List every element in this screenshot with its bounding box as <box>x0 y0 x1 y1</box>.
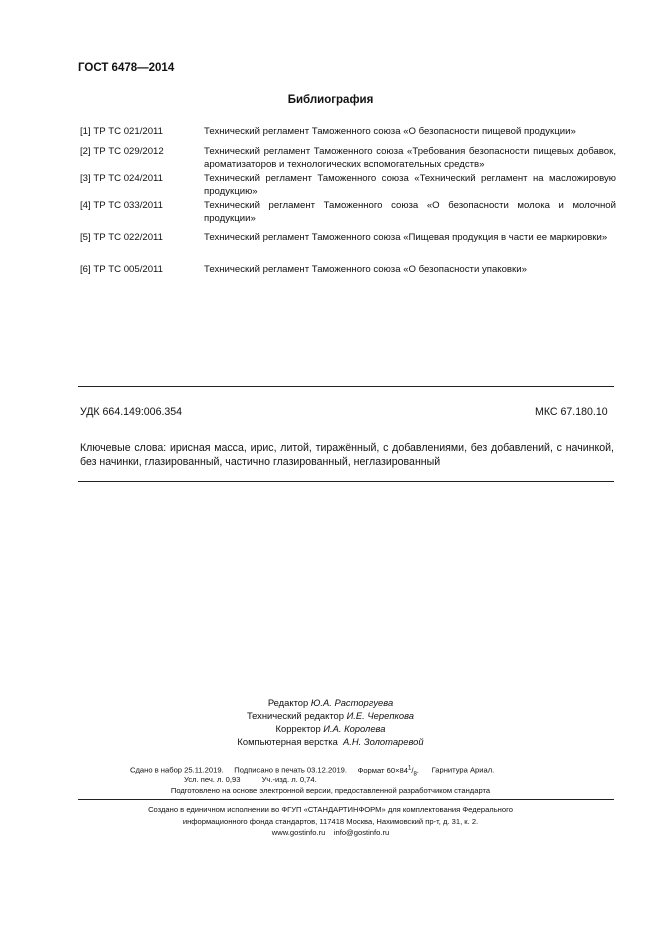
bibliography-text: Технический регламент Таможенного союза «Пищевая продукция в части ее маркировки» <box>204 232 608 243</box>
bibliography-text: Технический регламент Таможенного союза «О безопасности молока и молочной продукции» <box>204 200 616 224</box>
section-title: Библиография <box>287 94 374 106</box>
credit-role: Редактор <box>267 697 309 708</box>
bibliography-ref: [5] ТР ТС 022/2011 <box>80 232 164 243</box>
imprint-print-sheets: Усл. печ. л. 0,93 <box>184 775 241 784</box>
imprint-note: Подготовлено на основе электронной версии, предоставленной разработчиком стандарта <box>170 786 491 795</box>
credit-name: И.Е. Черепкова <box>346 710 415 721</box>
imprint-submitted: Сдано в набор 25.11.2019. <box>130 765 224 775</box>
imprint-format-den: 8 <box>413 771 417 778</box>
bibliography-text: Технический регламент Таможенного союза «О безопасности упаковки» <box>204 264 527 275</box>
bibliography-ref: [1] ТР ТС 021/2011 <box>80 126 164 137</box>
keywords: Ключевые слова: ирисная масса, ирис, литой, тиражённый, с добавлениями, без добавлений, с начинкой, без начинки, глазированный, частично глазированный, неглазированный <box>80 442 614 468</box>
udc-code: УДК 664.149:006.354 <box>80 406 183 418</box>
divider-top <box>78 386 614 387</box>
credit-role: Компьютерная верстка <box>237 736 338 747</box>
bibliography-ref: [4] ТР ТС 033/2011 <box>80 200 164 211</box>
bibliography-text: Технический регламент Таможенного союза «О безопасности пищевой продукции» <box>204 126 576 137</box>
credit-name: И.А. Королева <box>323 723 386 734</box>
footer-line-2: информационного фонда стандартов, 117418 Москва, Нахимовский пр-т, д. 31, к. 2. <box>182 816 479 826</box>
bibliography-ref: [2] ТР ТС 029/2012 <box>80 146 164 157</box>
imprint-signed: Подписано в печать 03.12.2019. <box>234 765 347 775</box>
bibliography-ref: [6] ТР ТС 005/2011 <box>80 264 164 275</box>
imprint-pub-sheets: Уч.-изд. л. 0,74. <box>261 775 317 784</box>
imprint-format: Формат $60\times 84^1/_8$. <box>357 765 419 778</box>
credit-editor <box>0 696 661 709</box>
credit-tech-editor <box>0 709 661 722</box>
credit-name: А.Н. Золотаревой <box>343 736 424 747</box>
standard-code: ГОСТ 6478—2014 <box>78 62 175 74</box>
credit-role: Корректор <box>275 723 321 734</box>
divider-footer <box>78 799 614 800</box>
divider-bottom <box>78 481 614 482</box>
footer-line-1: Создано в единичном исполнении во ФГУП «СТАНДАРТИНФОРМ» для комплектования Федерального <box>148 805 513 814</box>
credit-role: Технический редактор <box>246 710 344 721</box>
imprint-line-2 <box>184 774 317 785</box>
credit-name: Ю.А. Расторгуева <box>310 697 394 708</box>
imprint-format-prefix: Формат 60×84 <box>357 765 408 775</box>
bibliography-ref: [3] ТР ТС 024/2011 <box>80 173 164 184</box>
credit-proofreader <box>0 722 661 735</box>
footer-website[interactable]: www.gostinfo.ru <box>271 828 326 838</box>
bibliography-text: Технический регламент Таможенного союза «Технический регламент на масложировую продукцию» <box>204 173 616 197</box>
footer-email[interactable]: info@gostinfo.ru <box>333 828 390 838</box>
mks-code: МКС 67.180.10 <box>535 406 608 418</box>
editorial-credits <box>0 696 661 748</box>
imprint-format-num: 1 <box>407 765 412 771</box>
footer-contacts <box>0 827 661 839</box>
publisher-footer <box>0 804 661 839</box>
bibliography-text: Технический регламент Таможенного союза «Требования безопасности пищевых добавок, ароматизаторов и технологических вспомогательных средств» <box>204 146 616 170</box>
imprint-typeface: Гарнитура Ариал. <box>431 765 495 775</box>
credit-layout <box>0 735 661 748</box>
